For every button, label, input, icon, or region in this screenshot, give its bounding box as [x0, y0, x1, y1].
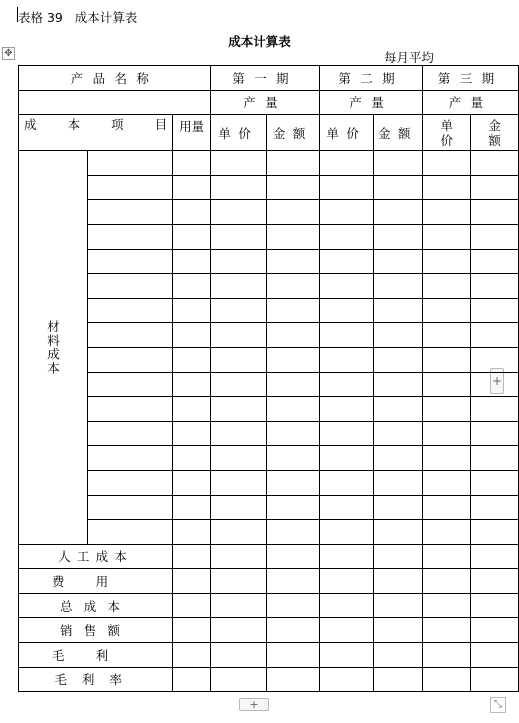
period-2-amount-header: 金额 [373, 115, 423, 151]
table-move-icon[interactable]: ✥ [2, 47, 15, 60]
table-cell[interactable] [88, 446, 173, 471]
table-cell[interactable] [173, 421, 211, 446]
table-cell[interactable] [320, 667, 374, 692]
table-cell[interactable] [173, 347, 211, 372]
table-cell[interactable] [373, 470, 423, 495]
table-cell[interactable] [173, 495, 211, 520]
summary-row [19, 593, 519, 618]
table-cell[interactable] [373, 421, 423, 446]
summary-row-label: 费用 [19, 569, 173, 594]
table-cell[interactable] [471, 593, 519, 618]
table-cell[interactable] [88, 151, 173, 176]
table-cell[interactable] [320, 643, 374, 668]
table-cell[interactable] [266, 249, 320, 274]
table-cell[interactable] [373, 249, 423, 274]
table-cell[interactable] [320, 495, 374, 520]
table-cell[interactable] [471, 298, 519, 323]
table-cell[interactable] [173, 200, 211, 225]
add-row-icon[interactable]: + [239, 698, 269, 711]
table-cell[interactable] [88, 347, 173, 372]
table-cell[interactable] [266, 470, 320, 495]
table-cell[interactable] [373, 618, 423, 643]
table-cell[interactable] [471, 643, 519, 668]
material-cost-label: 材料成本 [19, 151, 88, 545]
table-cell[interactable] [211, 593, 266, 618]
period-3-output-header: 产量 [423, 90, 519, 115]
product-name-header: 产品名称 [19, 66, 211, 91]
table-cell[interactable] [373, 569, 423, 594]
summary-row-label: 销售额 [19, 618, 173, 643]
table-cell[interactable] [423, 298, 471, 323]
table-cell[interactable] [173, 446, 211, 471]
table-resize-icon[interactable]: ⤡ [490, 697, 506, 713]
material-row [19, 372, 519, 397]
table-cell[interactable] [266, 397, 320, 422]
table-cell[interactable] [211, 446, 266, 471]
table-cell[interactable] [373, 520, 423, 545]
summary-row [19, 569, 519, 594]
table-cell[interactable] [266, 274, 320, 299]
material-row [19, 421, 519, 446]
table-cell[interactable] [211, 618, 266, 643]
table-cell[interactable] [471, 323, 519, 348]
summary-row [19, 643, 519, 668]
table-cell[interactable] [373, 175, 423, 200]
table-cell[interactable] [211, 569, 266, 594]
summary-row-label: 毛利率 [19, 667, 173, 692]
table-cell[interactable] [211, 347, 266, 372]
table-cell[interactable] [88, 470, 173, 495]
cost-item-header: 成本项目 [19, 115, 173, 151]
period-3-amount-header: 金额 [471, 115, 519, 151]
table-cell[interactable] [423, 569, 471, 594]
summary-row [19, 618, 519, 643]
table-cell[interactable] [173, 372, 211, 397]
table-cell[interactable] [211, 298, 266, 323]
period-1-amount-header: 金额 [266, 115, 320, 151]
table-cell[interactable] [423, 200, 471, 225]
table-cell[interactable] [471, 544, 519, 569]
table-cell[interactable] [471, 151, 519, 176]
table-cell[interactable] [423, 175, 471, 200]
material-row [19, 347, 519, 372]
table-cell[interactable] [211, 372, 266, 397]
table-cell[interactable] [423, 544, 471, 569]
table-cell[interactable] [471, 446, 519, 471]
table-cell[interactable] [266, 298, 320, 323]
table-cell[interactable] [173, 520, 211, 545]
period-3-header: 第三期 [423, 66, 519, 91]
table-cell[interactable] [266, 347, 320, 372]
table-cell[interactable] [211, 495, 266, 520]
table-cell[interactable] [173, 298, 211, 323]
table-cell[interactable] [173, 151, 211, 176]
table-cell[interactable] [423, 249, 471, 274]
table-cell[interactable] [266, 323, 320, 348]
table-cell[interactable] [320, 151, 374, 176]
table-cell[interactable] [88, 298, 173, 323]
material-row [19, 200, 519, 225]
table-cell[interactable] [373, 224, 423, 249]
table-cell[interactable] [471, 495, 519, 520]
table-cell[interactable] [320, 323, 374, 348]
table-cell[interactable] [320, 224, 374, 249]
material-row [19, 397, 519, 422]
table-cell[interactable] [211, 175, 266, 200]
table-cell[interactable] [211, 249, 266, 274]
table-cell[interactable] [320, 544, 374, 569]
table-cell[interactable] [88, 224, 173, 249]
table-cell[interactable] [373, 667, 423, 692]
table-cell[interactable] [266, 446, 320, 471]
table-cell[interactable] [471, 274, 519, 299]
table-cell[interactable] [88, 421, 173, 446]
table-cell[interactable] [173, 249, 211, 274]
table-cell[interactable] [266, 643, 320, 668]
table-cell[interactable] [88, 495, 173, 520]
table-cell[interactable] [88, 397, 173, 422]
table-cell[interactable] [173, 323, 211, 348]
table-cell[interactable] [320, 249, 374, 274]
summary-row-label: 总成本 [19, 593, 173, 618]
cost-table [18, 65, 519, 692]
table-cell[interactable] [373, 544, 423, 569]
table-cell[interactable] [320, 446, 374, 471]
table-cell[interactable] [173, 224, 211, 249]
table-cell[interactable] [373, 347, 423, 372]
table-cell[interactable] [88, 323, 173, 348]
material-row [19, 520, 519, 545]
material-row [19, 175, 519, 200]
table-cell[interactable] [211, 421, 266, 446]
table-cell[interactable] [423, 495, 471, 520]
table-cell[interactable] [423, 470, 471, 495]
table-cell[interactable] [423, 593, 471, 618]
table-cell[interactable] [88, 175, 173, 200]
table-cell[interactable] [373, 372, 423, 397]
table-cell[interactable] [266, 372, 320, 397]
table-cell[interactable] [471, 175, 519, 200]
table-cell[interactable] [471, 224, 519, 249]
table-cell[interactable] [471, 347, 519, 372]
table-cell[interactable] [320, 569, 374, 594]
table-cell[interactable] [320, 470, 374, 495]
table-cell[interactable] [266, 495, 320, 520]
table-cell[interactable] [423, 274, 471, 299]
table-cell[interactable] [320, 298, 374, 323]
table-cell[interactable] [266, 520, 320, 545]
material-row [19, 224, 519, 249]
table-cell[interactable] [471, 200, 519, 225]
table-cell[interactable] [88, 520, 173, 545]
table-cell[interactable] [471, 372, 519, 397]
table-cell[interactable] [373, 323, 423, 348]
table-cell[interactable] [266, 200, 320, 225]
material-row [19, 298, 519, 323]
table-cell[interactable] [88, 200, 173, 225]
table-cell[interactable] [423, 520, 471, 545]
material-row [19, 470, 519, 495]
table-cell[interactable] [211, 470, 266, 495]
usage-header: 用量 [173, 115, 211, 151]
table-cell[interactable] [423, 618, 471, 643]
table-cell[interactable] [266, 544, 320, 569]
period-1-header: 第一期 [211, 66, 320, 91]
table-cell[interactable] [211, 643, 266, 668]
table-cell[interactable] [320, 520, 374, 545]
table-cell[interactable] [320, 397, 374, 422]
table-cell[interactable] [266, 151, 320, 176]
table-cell[interactable] [423, 421, 471, 446]
table-cell[interactable] [211, 224, 266, 249]
table-title: 成本计算表 [228, 34, 291, 49]
table-cell[interactable] [266, 175, 320, 200]
table-cell[interactable] [373, 200, 423, 225]
table-cell[interactable] [173, 175, 211, 200]
table-cell[interactable] [423, 372, 471, 397]
material-row [19, 274, 519, 299]
table-cell[interactable] [373, 298, 423, 323]
table-cell[interactable] [88, 249, 173, 274]
summary-row-label: 毛利 [19, 643, 173, 668]
table-cell[interactable] [173, 470, 211, 495]
table-cell[interactable] [373, 495, 423, 520]
table-cell[interactable] [373, 397, 423, 422]
table-cell[interactable] [211, 151, 266, 176]
table-cell[interactable] [173, 569, 211, 594]
table-cell[interactable] [471, 249, 519, 274]
table-cell[interactable] [266, 569, 320, 594]
table-cell[interactable] [173, 274, 211, 299]
table-cell[interactable] [320, 593, 374, 618]
table-cell[interactable] [423, 397, 471, 422]
summary-row [19, 544, 519, 569]
table-cell[interactable] [88, 372, 173, 397]
table-cell[interactable] [423, 667, 471, 692]
table-cell[interactable] [320, 421, 374, 446]
table-cell[interactable] [173, 593, 211, 618]
table-cell[interactable] [423, 347, 471, 372]
table-cell[interactable] [423, 151, 471, 176]
table-cell[interactable] [471, 618, 519, 643]
table-cell[interactable] [211, 397, 266, 422]
table-cell[interactable] [373, 274, 423, 299]
table-cell[interactable] [373, 593, 423, 618]
table-cell[interactable] [211, 544, 266, 569]
table-cell[interactable] [173, 667, 211, 692]
table-cell[interactable] [173, 544, 211, 569]
period-2-header: 第二期 [320, 66, 423, 91]
table-cell[interactable] [320, 274, 374, 299]
period-2-unit-price-header: 单价 [320, 115, 374, 151]
material-row [19, 323, 519, 348]
table-cell[interactable] [423, 224, 471, 249]
summary-row [19, 667, 519, 692]
table-cell[interactable] [423, 323, 471, 348]
table-cell[interactable] [211, 200, 266, 225]
table-cell[interactable] [471, 667, 519, 692]
period-3-unit-price-header: 单价 [423, 115, 471, 151]
table-cell[interactable] [88, 274, 173, 299]
table-cell[interactable] [471, 421, 519, 446]
table-cell[interactable] [266, 667, 320, 692]
table-cell[interactable] [211, 274, 266, 299]
table-cell[interactable] [423, 446, 471, 471]
table-cell[interactable] [373, 151, 423, 176]
table-cell[interactable] [423, 643, 471, 668]
table-cell[interactable] [211, 667, 266, 692]
add-column-icon[interactable]: + [490, 368, 504, 394]
summary-row-label: 人工成本 [19, 544, 173, 569]
product-name-value-cell[interactable] [19, 90, 211, 115]
table-subtitle: 每月平均 [384, 50, 435, 65]
table-cell[interactable] [173, 397, 211, 422]
table-caption: 表格 39 成本计算表 [18, 10, 138, 25]
table-cell[interactable] [320, 618, 374, 643]
table-cell[interactable] [173, 643, 211, 668]
table-cell[interactable] [320, 372, 374, 397]
period-1-unit-price-header: 单价 [211, 115, 266, 151]
table-cell[interactable] [320, 347, 374, 372]
period-2-output-header: 产量 [320, 90, 423, 115]
table-cell[interactable] [266, 224, 320, 249]
table-cell[interactable] [373, 446, 423, 471]
table-cell[interactable] [211, 323, 266, 348]
table-cell[interactable] [320, 200, 374, 225]
table-cell[interactable] [266, 421, 320, 446]
table-cell[interactable] [471, 397, 519, 422]
table-cell[interactable] [173, 618, 211, 643]
material-row [19, 446, 519, 471]
table-cell[interactable] [320, 175, 374, 200]
table-cell[interactable] [211, 520, 266, 545]
material-row [19, 151, 519, 176]
table-cell[interactable] [471, 470, 519, 495]
table-cell[interactable] [373, 643, 423, 668]
table-cell[interactable] [266, 618, 320, 643]
material-row [19, 495, 519, 520]
table-cell[interactable] [266, 593, 320, 618]
period-1-output-header: 产量 [211, 90, 320, 115]
table-cell[interactable] [471, 520, 519, 545]
table-cell[interactable] [471, 569, 519, 594]
material-row [19, 249, 519, 274]
